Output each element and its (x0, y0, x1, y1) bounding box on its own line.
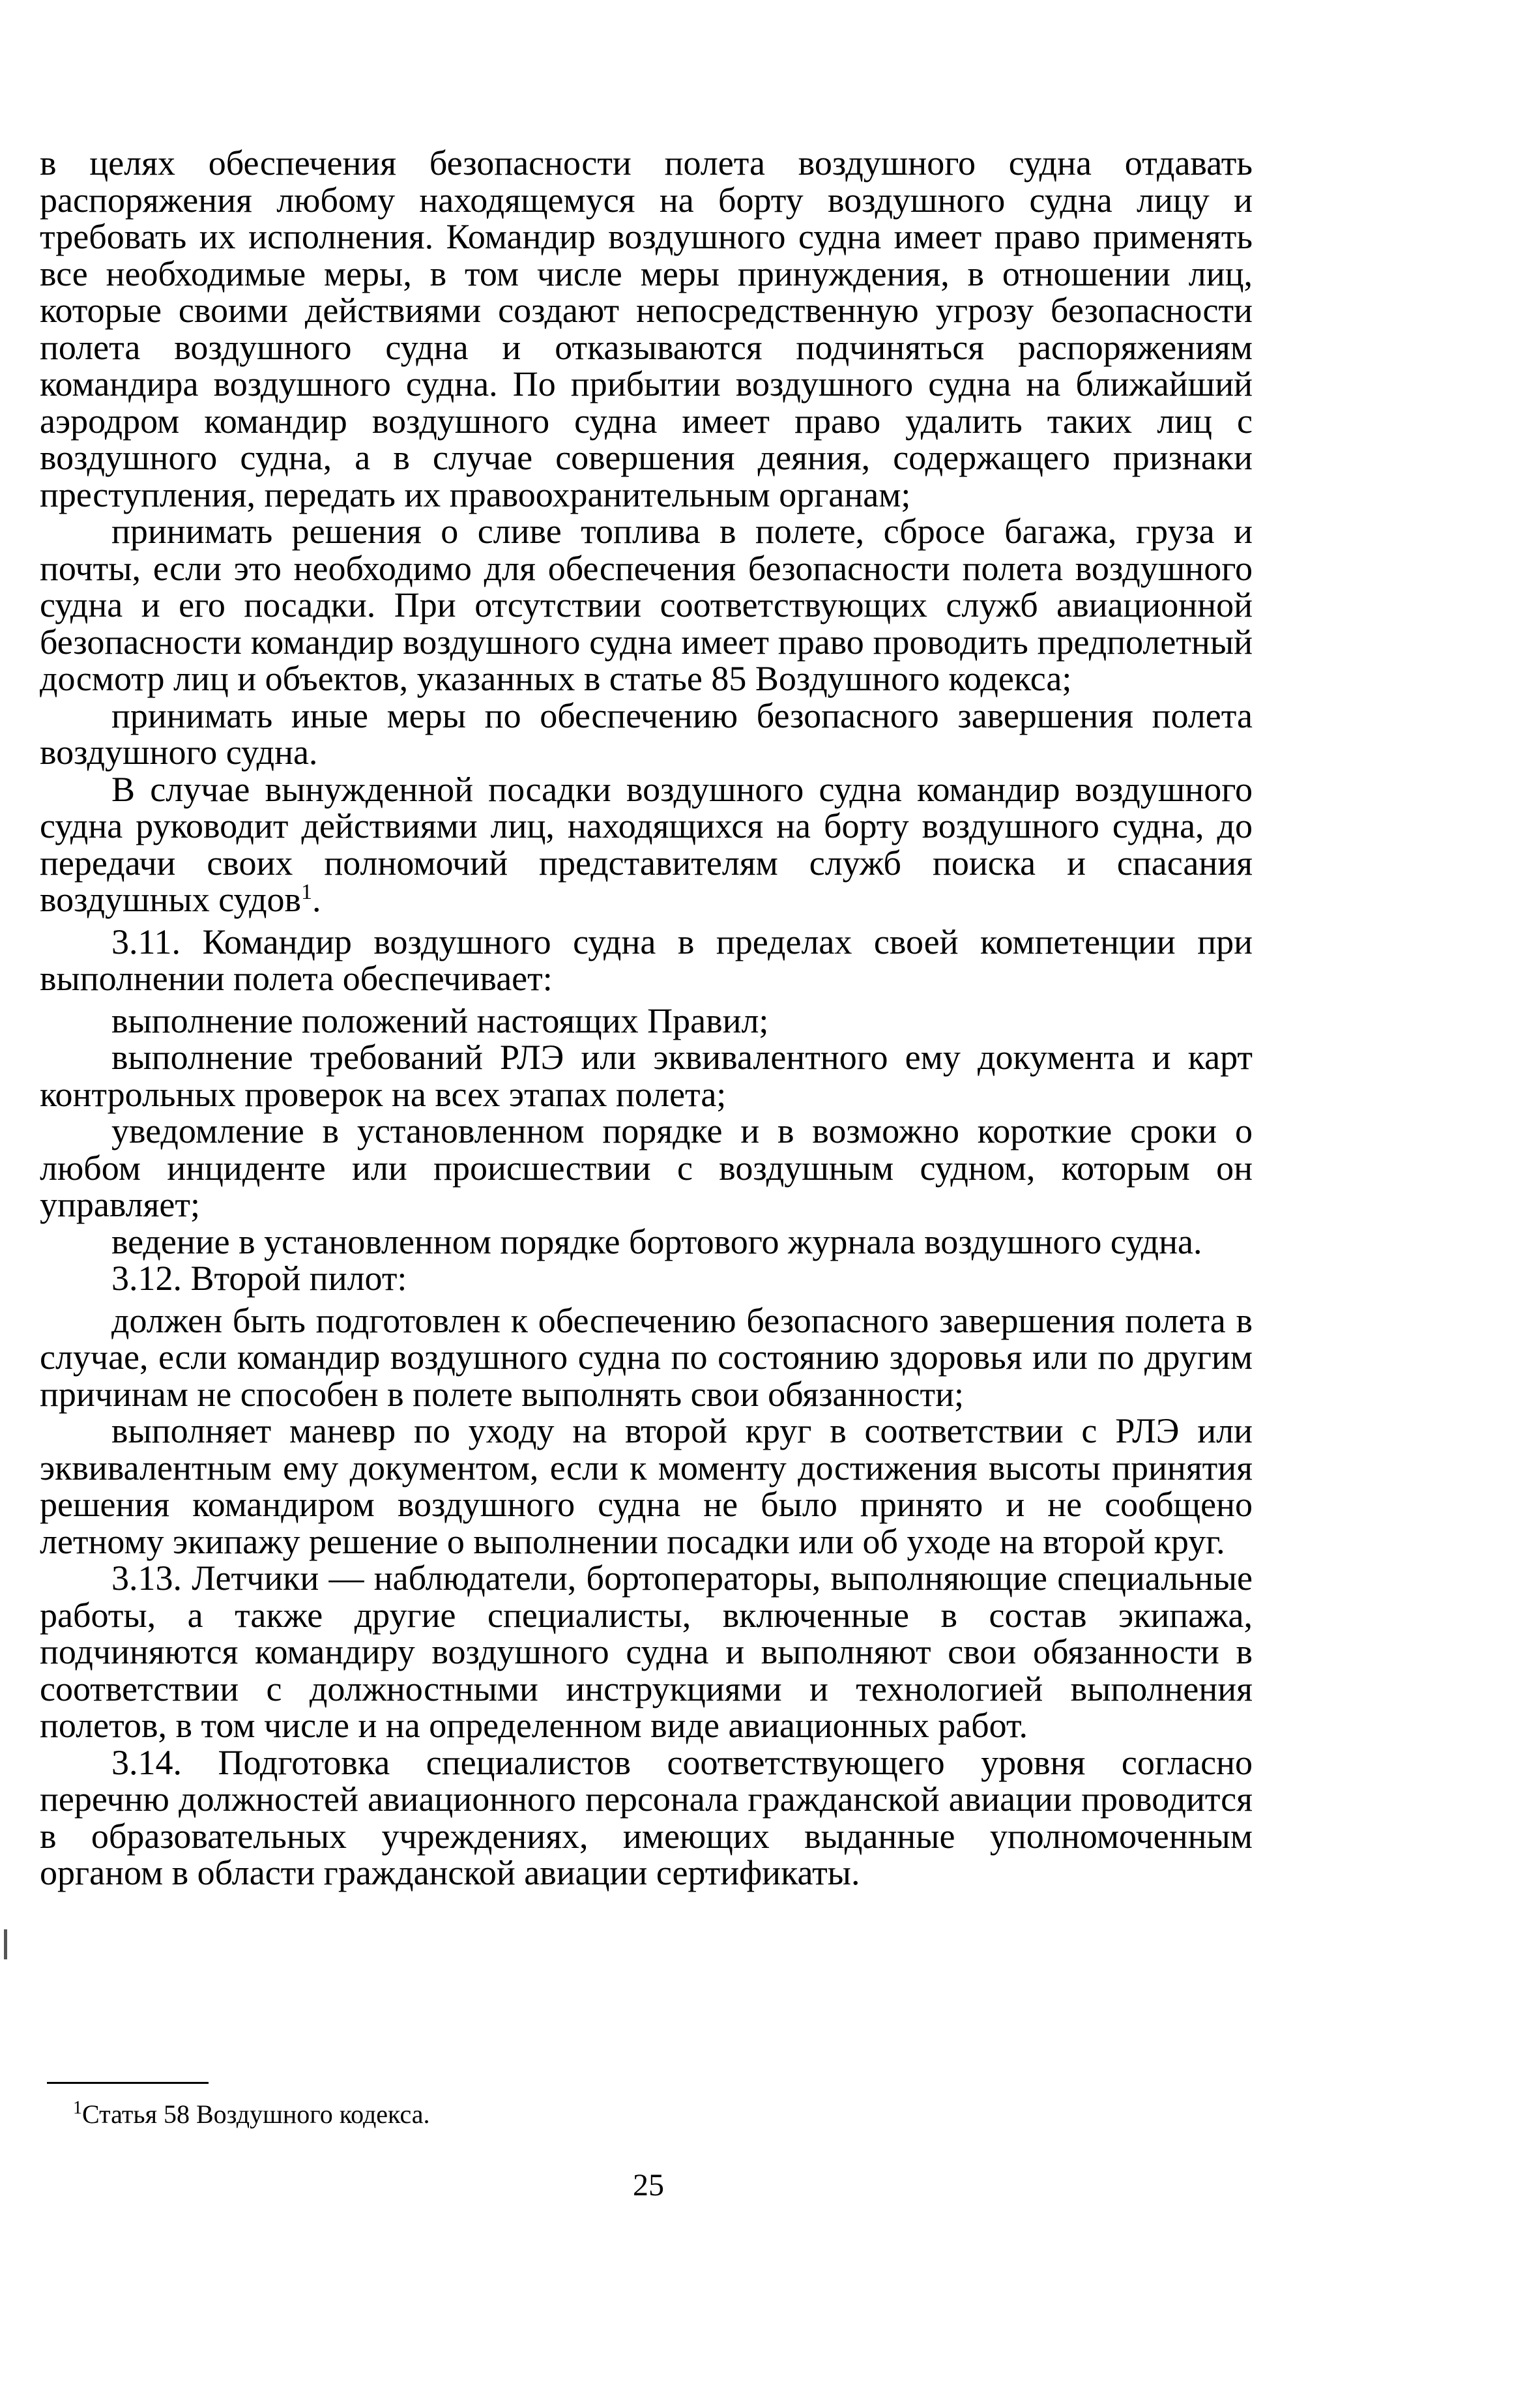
footnote-separator (47, 2082, 209, 2084)
item-logbook: ведение в установленном порядке бортового журнала воздушного судна. (111, 1222, 1202, 1261)
paragraph-fuel-dump: принимать решения о сливе топлива в полете, сбросе багажа, груза и почты, если это необходимо для обеспечения безопасности полета воздушного судна и его посадки. При отсутствии соответствующих служб авиационной безопасности командир воздушного судна имеет право проводить предполетный досмотр лиц и объектов, указанных в статье 85 Воздушного кодекса; (40, 512, 1253, 698)
section-3-14: 3.14. Подготовка специалистов соответствующего уровня согласно перечню должностей авиационного персонала гражданской авиации проводится в образовательных учреждениях, имеющих выданные уполномоченным органом в области гражданской авиации сертификаты. (40, 1742, 1253, 1892)
page-number: 25 (633, 2168, 664, 2202)
item-incident-notice: уведомление в установленном порядке и в возможно короткие сроки о любом инциденте или происшествии с воздушным судном, которым он управляет; (40, 1111, 1253, 1224)
footnote-reference[interactable]: 1 (301, 880, 313, 904)
item-go-around: выполняет маневр по уходу на второй круг в соответствии с РЛЭ или эквивалентным ему документом, если к моменту достижения высоты принятия решения командиром воздушного судна не было принято и не сообщено летному экипажу решение о выполнении посадки или об уходе на второй круг. (40, 1411, 1253, 1561)
footnote-marker: 1 (73, 2098, 82, 2118)
item-copilot-readiness: должен быть подготовлен к обеспечению безопасного завершения полета в случае, если командир воздушного судна по состоянию здоровья или по другим причинам не способен в полете выполнять свои обязанности; (40, 1300, 1253, 1414)
paragraph-commander-rights: в целях обеспечения безопасности полета воздушного судна отдавать распоряжения любому находящемуся на борту воздушного судна лицу и требовать их исполнения. Командир воздушного судна имеет право применять все необходимые меры, в том числе меры принуждения, в отношении лиц, которые своими действиями создают непосредственную угрозу безопасности полета воздушного судна и отказываются подчиняться распоряжениям командира воздушного судна. По прибытии воздушного судна на ближайший аэродром командир воздушного судна имеет право удалить таких лиц с воздушного судна, а в случае совершения деяния, содержащего признаки преступления, передать их правоохранительным органам; (40, 143, 1253, 514)
section-3-11: 3.11. Командир воздушного судна в пределах своей компетенции при выполнении полета обеспечивает: (40, 922, 1253, 998)
footnote (73, 2096, 429, 2133)
item-rules-compliance: выполнение положений настоящих Правил; (111, 1001, 769, 1040)
paragraph-forced-landing (40, 771, 1253, 918)
forced-landing-text: В случае вынужденной посадки воздушного судна командир воздушного судна руководит действиями лиц, находящихся на борту воздушного судна, до передачи своих полномочий представителям служб поиска и спасания воздушных судов (40, 769, 1253, 919)
paragraph-other-measures: принимать иные меры по обеспечению безопасного завершения полета воздушного судна. (40, 695, 1253, 772)
section-3-12: 3.12. Второй пилот: (111, 1259, 407, 1298)
item-flight-manual: выполнение требований РЛЭ или эквивалентного ему документа и карт контрольных проверок на всех этапах полета; (40, 1038, 1253, 1114)
scan-artifact (4, 1929, 7, 1959)
sentence-end: . (312, 880, 321, 919)
section-3-13: 3.13. Летчики — наблюдатели, бортоператоры, выполняющие специальные работы, а также другие специалисты, включенные в состав экипажа, подчиняются командиру воздушного судна и выполняют свои обязанности в соответствии с должностными инструкциями и технологией выполнения полетов, в том числе и на определенном виде авиационных работ. (40, 1558, 1253, 1745)
footnote-text: Статья 58 Воздушного кодекса. (82, 2100, 430, 2129)
body-text (40, 145, 1253, 1892)
